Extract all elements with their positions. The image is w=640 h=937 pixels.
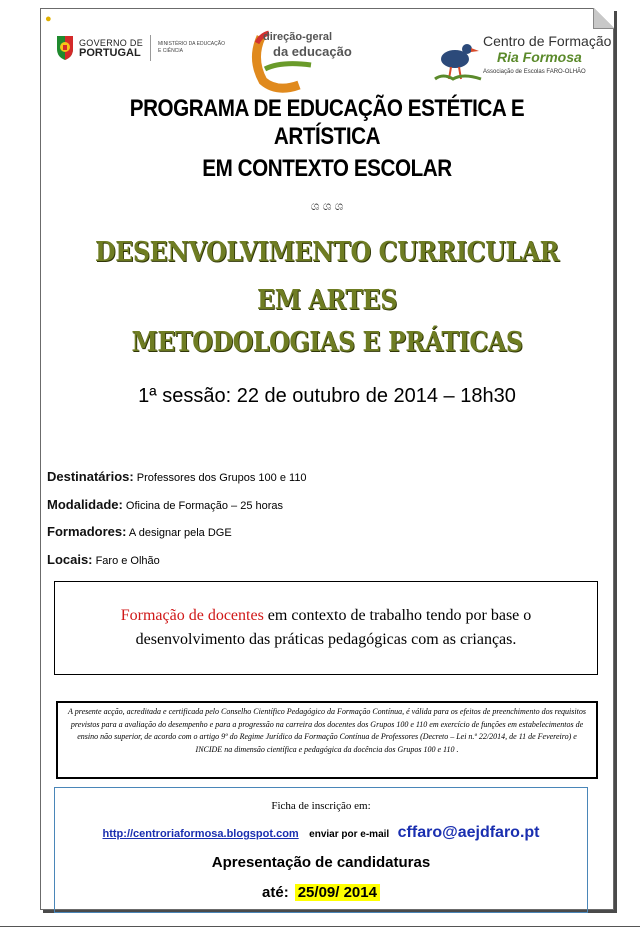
info-trainers	[47, 524, 232, 539]
gov-line1: GOVERNO DE	[79, 38, 144, 48]
pin-icon: ●	[45, 13, 52, 25]
ornament-divider: ශ ශ ශ	[310, 199, 344, 213]
cf-line2: Ria Formosa	[497, 49, 582, 65]
registration-form-label: Ficha de inscrição em:	[271, 800, 371, 812]
until-label: até:	[262, 884, 289, 901]
applications-label: Apresentação de candidaturas	[211, 854, 431, 871]
info-value: Oficina de Formação – 25 horas	[125, 500, 284, 512]
info-recipients	[47, 469, 307, 484]
bird-icon	[433, 33, 483, 83]
page-fold-corner	[593, 8, 614, 29]
info-label: Locais:	[47, 552, 93, 567]
send-email-label: enviar por e-mail	[309, 829, 390, 840]
deadline-date: 25/09/ 2014	[295, 884, 380, 901]
gov-portugal-logo	[55, 35, 225, 61]
info-locations	[47, 552, 160, 567]
dge-logo	[251, 29, 352, 93]
course-title-line1: DESENVOLVIMENTO CURRICULAR	[95, 237, 559, 268]
deadline-row	[55, 884, 587, 901]
ministry-line2: E CIÊNCIA	[158, 48, 184, 54]
dge-line2: da educação	[273, 44, 352, 59]
email-link[interactable]: cffaro@aejdfaro.pt	[397, 824, 540, 841]
course-title-line2: EM ARTES	[257, 285, 397, 316]
info-label: Destinatários:	[47, 469, 134, 484]
portugal-shield-icon	[55, 35, 75, 61]
centro-formacao-logo	[433, 31, 612, 87]
course-title-line3: METODOLOGIAS E PRÁTICAS	[131, 327, 523, 358]
program-title-line1: PROGRAMA DE EDUCAÇÃO ESTÉTICA E ARTÍSTICA	[129, 95, 525, 150]
cf-line1: Centro de Formação	[483, 33, 612, 49]
flyer-page	[40, 8, 614, 910]
gov-separator	[150, 35, 151, 61]
page-bottom-rule	[0, 926, 640, 927]
ministry-line1: MINISTÉRIO DA EDUCAÇÃO	[158, 41, 225, 47]
session-date: 1ª sessão: 22 de outubro de 2014 – 18h30	[138, 385, 516, 407]
gov-line2: PORTUGAL	[79, 47, 141, 59]
cf-line3: Associação de Escolas FARO-OLHÃO	[483, 69, 586, 75]
info-modality	[47, 497, 283, 512]
description-text: em contexto de trabalho tendo por base o desenvolvimento das práticas pedagógicas com as crianças.	[135, 607, 532, 648]
description-highlight: Formação de docentes	[120, 607, 264, 624]
info-value: A designar pela DGE	[128, 527, 232, 539]
registration-box	[54, 787, 588, 913]
dge-line1: direção-geral	[263, 31, 333, 43]
info-value: Faro e Olhão	[95, 555, 160, 567]
blog-link[interactable]: http://centroriaformosa.blogspot.com	[102, 828, 299, 840]
info-label: Formadores:	[47, 524, 127, 539]
info-value: Professores dos Grupos 100 e 110	[136, 472, 307, 484]
description-box	[54, 581, 598, 675]
accreditation-box: A presente acção, acreditada e certificada pelo Conselho Científico Pedagógico da Formação Contínua, é válida para os efeitos de preenchimento dos requisitos previstos para a avaliação do desempenho e para a progressão na carreira dos docentes dos Grupos 100 e 110 em exercício de funções em estabelecimentos de ensino não superior, de acordo com o artigo 9º do Regime Jurídico da Formação Contínua de Professores (Decreto – Lei n.º 22/2014, de 11 de Fevereiro) e INCIDE na dimensão científica e pedagógica da docência dos Grupos 100 e 110 .	[56, 701, 598, 779]
info-label: Modalidade:	[47, 497, 123, 512]
program-title-line2: EM CONTEXTO ESCOLAR	[202, 155, 452, 182]
